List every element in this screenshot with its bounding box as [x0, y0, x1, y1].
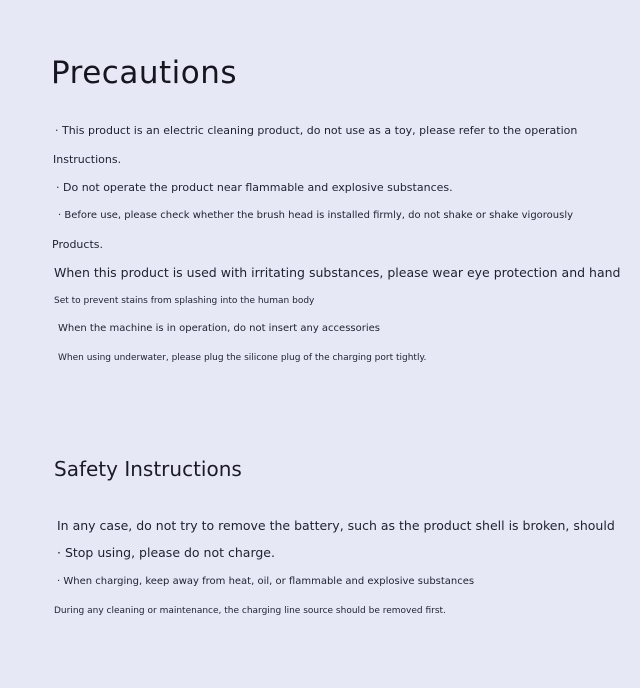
precaution-line-8: When the machine is in operation, do not insert any accessories [58, 323, 380, 334]
safety-line-3: · When charging, keep away from heat, oil, or flammable and explosive substances [57, 576, 475, 587]
safety-line-2: · Stop using, please do not charge. [57, 545, 275, 560]
safety-title: Safety Instructions [54, 457, 242, 481]
precaution-line-1: · This product is an electric cleaning product, do not use as a toy, please refer to the operation [55, 124, 578, 137]
precaution-line-5: Products. [52, 238, 103, 251]
precaution-line-6: When this product is used with irritating substances, please wear eye protection and hand [54, 265, 621, 280]
precautions-title: Precautions [51, 55, 238, 91]
precaution-line-3: · Do not operate the product near flammable and explosive substances. [56, 181, 453, 194]
precaution-line-2: Instructions. [53, 153, 122, 166]
precaution-line-9: When using underwater, please plug the silicone plug of the charging port tightly. [58, 353, 427, 363]
safety-line-1: In any case, do not try to remove the battery, such as the product shell is broken, should [57, 518, 615, 533]
precaution-line-7: Set to prevent stains from splashing into the human body [54, 296, 315, 306]
precaution-line-4: · Before use, please check whether the brush head is installed firmly, do not shake or shake vigorously [58, 210, 574, 221]
safety-line-4: During any cleaning or maintenance, the charging line source should be removed first. [54, 606, 446, 616]
